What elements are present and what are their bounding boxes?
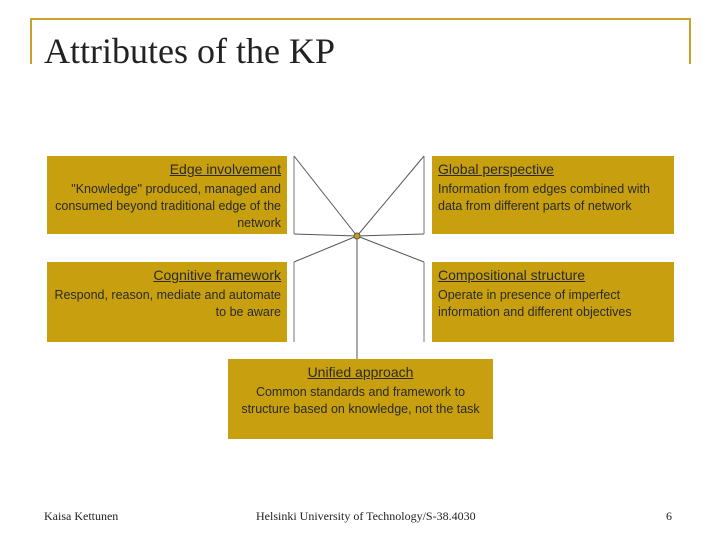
box-unified-body: Common standards and framework to structure based on knowledge, not the task	[241, 385, 480, 416]
box-unified-approach	[228, 359, 493, 439]
footer-page-number: 6	[666, 509, 672, 523]
connector-edge-top	[294, 156, 357, 236]
box-unified-heading: Unified approach	[307, 364, 414, 380]
box-edge-involvement	[47, 156, 287, 234]
box-compositional-heading: Compositional structure	[438, 267, 586, 283]
box-compositional-structure	[432, 262, 674, 342]
box-cognitive-heading: Cognitive framework	[153, 267, 281, 283]
box-global-perspective	[432, 156, 674, 234]
footer-institution: Helsinki University of Technology/S-38.4030	[256, 509, 476, 523]
box-global-body: Information from edges combined with data from different parts of network	[438, 182, 650, 213]
box-cognitive-body: Respond, reason, mediate and automate to be aware	[54, 288, 281, 319]
connector-cognitive-top	[294, 236, 357, 262]
connector-global-top	[357, 156, 424, 236]
connector-edge-bottom	[294, 234, 357, 236]
box-cognitive-framework	[47, 262, 287, 342]
connector-compositional-top	[357, 236, 424, 262]
slide-title: Attributes of the KP	[44, 31, 335, 71]
connector-global-bottom	[357, 234, 424, 236]
box-global-heading: Global perspective	[438, 161, 554, 177]
box-compositional-body: Operate in presence of imperfect information and different objectives	[438, 288, 632, 319]
connector-hub	[354, 233, 360, 239]
footer-author: Kaisa Kettunen	[44, 509, 119, 523]
box-edge-heading: Edge involvement	[169, 161, 281, 177]
box-edge-body: "Knowledge" produced, managed and consumed beyond traditional edge of the network	[55, 182, 281, 230]
